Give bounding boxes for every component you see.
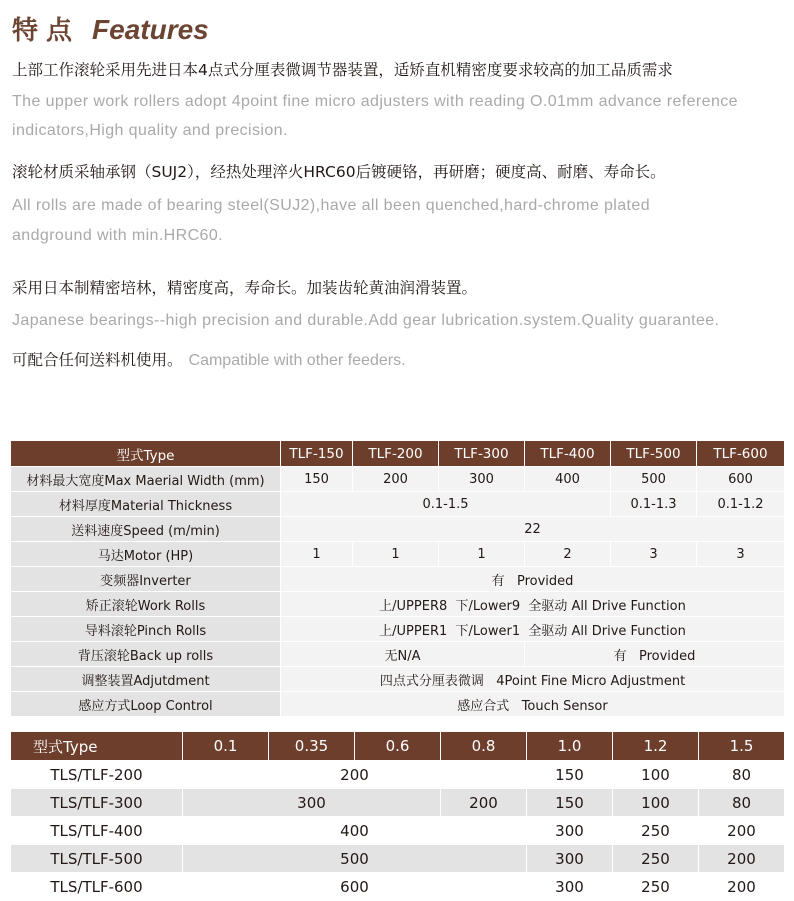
spec-value: 2: [525, 542, 611, 567]
spec-value: 22: [281, 517, 785, 542]
spec-label: 送料速度Speed (m/min): [11, 517, 281, 542]
spec-row-pinch-rolls: [11, 617, 785, 642]
spec-label: 矫正滚轮Work Rolls: [11, 592, 281, 617]
spec-row-speed: [11, 517, 785, 542]
spec-value: 150: [281, 467, 353, 492]
spec-label: 材料厚度Material Thickness: [11, 492, 281, 517]
heading-en: Features: [92, 14, 209, 45]
thick-row: [11, 761, 785, 789]
spec-label: 马达Motor (HP): [11, 542, 281, 567]
spec-value: 1: [281, 542, 353, 567]
spec-value: 上/UPPER8 下/Lower9 全驱动 All Drive Function: [281, 592, 785, 617]
thick-header-value: 0.6: [355, 732, 441, 761]
thick-row: [11, 789, 785, 817]
spec-row-width: [11, 467, 785, 492]
spec-row-adjustment: [11, 667, 785, 692]
thick-value: 300: [183, 789, 441, 817]
spec-header-model: TLF-150: [281, 441, 353, 467]
feature-1-en-line-2: indicators,High quality and precision.: [12, 122, 288, 139]
spec-value: 500: [611, 467, 697, 492]
feature-2-cn: 滚轮材质采轴承钢（SUJ2），经热处理淬火HRC60后镀硬铬，再研磨；硬度高、耐磨、寿命长。: [12, 163, 666, 181]
thick-value: 500: [183, 845, 527, 873]
spec-header-model: TLF-200: [353, 441, 439, 467]
feature-3-cn: 采用日本制精密培林，精密度高，寿命长。加装齿轮黄油润滑装置。: [12, 279, 478, 297]
spec-value: 3: [697, 542, 785, 567]
spec-label: 导料滚轮Pinch Rolls: [11, 617, 281, 642]
thick-value: 250: [613, 845, 699, 873]
thick-value: 100: [613, 789, 699, 817]
thick-value: 200: [183, 761, 527, 789]
thick-value: 200: [441, 789, 527, 817]
thick-model: TLS/TLF-200: [11, 761, 183, 789]
thick-header-type: 型式Type: [11, 732, 183, 761]
feature-3-en: Japanese bearings--high precision and durable.Add gear lubrication.system.Quality guarantee.: [12, 312, 720, 329]
thick-value: 300: [527, 845, 613, 873]
spec-header-row: [11, 441, 785, 467]
spec-value: 无N/A: [281, 642, 525, 667]
spec-header-type: 型式Type: [11, 441, 281, 467]
spec-row-work-rolls: [11, 592, 785, 617]
thick-model: TLS/TLF-500: [11, 845, 183, 873]
thick-model: TLS/TLF-400: [11, 817, 183, 845]
spec-value: 四点式分厘表微调 4Point Fine Micro Adjustment: [281, 667, 785, 692]
spec-header-model: TLF-600: [697, 441, 785, 467]
thick-row: [11, 817, 785, 845]
spec-value: 400: [525, 467, 611, 492]
spec-row-inverter: [11, 567, 785, 592]
spec-header-model: TLF-400: [525, 441, 611, 467]
thick-value: 300: [527, 817, 613, 845]
feature-1-en-line-1: The upper work rollers adopt 4point fine micro adjusters with reading O.01mm advance reference: [12, 93, 738, 110]
spec-value: 3: [611, 542, 697, 567]
heading-cn: 特点: [12, 16, 81, 46]
thick-value: 200: [699, 845, 785, 873]
feature-1-cn: 上部工作滚轮采用先进日本4点式分厘表微调节器装置，适矫直机精密度要求较高的加工品质需求: [12, 61, 673, 79]
feature-2-en-line-1: All rolls are made of bearing steel(SUJ2),have all been quenched,hard-chrome plated: [12, 197, 650, 214]
thick-row: [11, 873, 785, 901]
thick-header-row: [11, 732, 785, 761]
thick-value: 80: [699, 789, 785, 817]
thick-header-value: 0.35: [269, 732, 355, 761]
spec-label: 感应方式Loop Control: [11, 692, 281, 717]
thick-row: [11, 845, 785, 873]
thick-header-value: 1.2: [613, 732, 699, 761]
spec-label: 材料最大宽度Max Maerial Width (mm): [11, 467, 281, 492]
feature-4: [12, 348, 406, 370]
spec-value: 200: [353, 467, 439, 492]
feature-2-en-line-2: andground with min.HRC60.: [12, 227, 223, 244]
thick-value: 100: [613, 761, 699, 789]
thickness-width-table: [10, 731, 785, 901]
thick-value: 250: [613, 817, 699, 845]
thick-model: TLS/TLF-300: [11, 789, 183, 817]
thick-header-value: 0.1: [183, 732, 269, 761]
spec-value: 1: [439, 542, 525, 567]
spec-row-motor: [11, 542, 785, 567]
spec-row-backup-rolls: [11, 642, 785, 667]
thick-header-value: 1.0: [527, 732, 613, 761]
spec-value: 300: [439, 467, 525, 492]
spec-value: 1: [353, 542, 439, 567]
spec-label: 调整装置Adjutdment: [11, 667, 281, 692]
spec-row-loop: [11, 692, 785, 717]
thick-header-value: 0.8: [441, 732, 527, 761]
spec-header-model: TLF-300: [439, 441, 525, 467]
thick-value: 150: [527, 789, 613, 817]
spec-value: 600: [697, 467, 785, 492]
spec-value: 0.1-1.5: [281, 492, 611, 517]
spec-value: 有 Provided: [281, 567, 785, 592]
thick-value: 250: [613, 873, 699, 901]
spec-header-model: TLF-500: [611, 441, 697, 467]
spec-label: 背压滚轮Back up rolls: [11, 642, 281, 667]
spec-value: 0.1-1.3: [611, 492, 697, 517]
thick-value: 400: [183, 817, 527, 845]
spec-value: 上/UPPER1 下/Lower1 全驱动 All Drive Function: [281, 617, 785, 642]
spec-value: 感应合式 Touch Sensor: [281, 692, 785, 717]
page-heading: [12, 10, 209, 46]
spec-value: 有 Provided: [525, 642, 785, 667]
thick-value: 80: [699, 761, 785, 789]
thick-value: 600: [183, 873, 527, 901]
spec-row-thickness: [11, 492, 785, 517]
thick-model: TLS/TLF-600: [11, 873, 183, 901]
thick-value: 200: [699, 817, 785, 845]
thick-header-value: 1.5: [699, 732, 785, 761]
thick-value: 200: [699, 873, 785, 901]
thick-value: 150: [527, 761, 613, 789]
feature-4-en: Campatible with other feeders.: [188, 352, 406, 369]
spec-table: [10, 440, 785, 717]
thick-value: 300: [527, 873, 613, 901]
feature-4-cn: 可配合任何送料机使用。: [12, 351, 183, 369]
spec-label: 变频器Inverter: [11, 567, 281, 592]
spec-value: 0.1-1.2: [697, 492, 785, 517]
